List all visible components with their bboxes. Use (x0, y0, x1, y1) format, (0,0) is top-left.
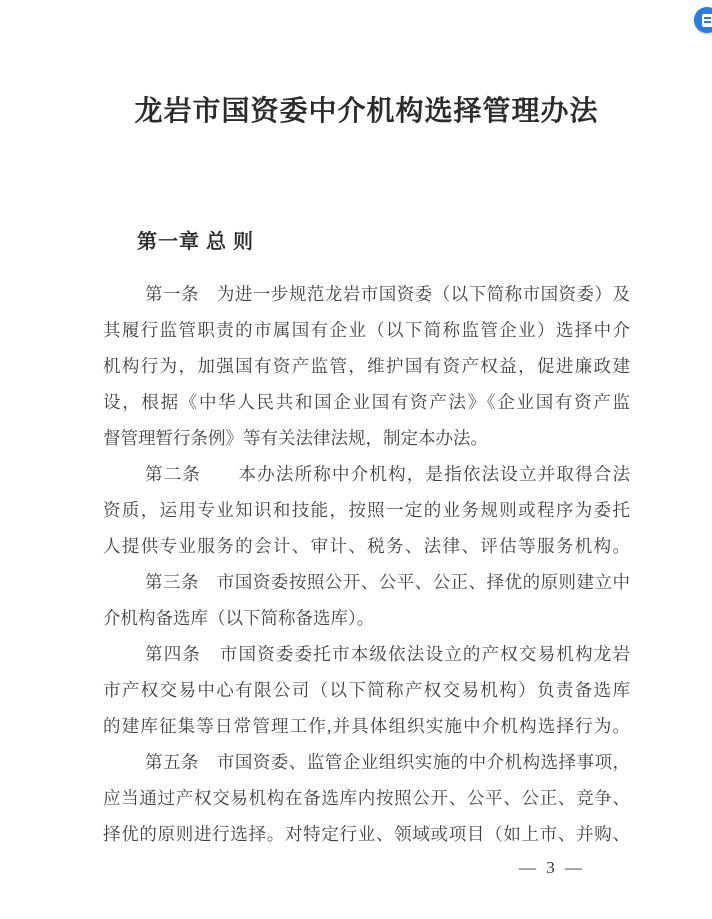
paragraph-article-4 (103, 636, 630, 744)
text-line: 介机构备选库（以下简称备选库）。 (103, 608, 375, 628)
chapter-heading: 第一章 总 则 (137, 231, 254, 253)
document-title: 龙岩市国资委中介机构选择管理办法 (134, 96, 599, 127)
text-line: 第一条 为进一步规范龙岩市国资委（以下简称市国资委）及 (145, 284, 630, 304)
body-text (103, 276, 630, 852)
text-line: 机构行为，加强国有资产监管，维护国有资产权益，促进廉政建 (103, 356, 630, 376)
text-line: 其履行监管职责的市属国有企业（以下简称监管企业）选择中介 (103, 320, 630, 340)
paragraph-article-1 (103, 276, 630, 456)
page-number: — 3 — (519, 858, 585, 877)
text-line: 择优的原则进行选择。对特定行业、领域或项目（如上市、并购、 (103, 824, 630, 844)
text-line: 设，根据《中华人民共和国企业国有资产法》《企业国有资产监 (103, 392, 630, 412)
text-line: 应当通过产权交易机构在备选库内按照公开、公平、公正、竞争、 (103, 788, 630, 808)
text-line: 市产权交易中心有限公司（以下简称产权交易机构）负责备选库 (103, 680, 630, 700)
paragraph-article-2 (103, 456, 630, 564)
text-line: 人提供专业服务的会计、审计、税务、法律、评估等服务机构。 (103, 536, 630, 556)
text-line: 资质，运用专业知识和技能，按照一定的业务规则或程序为委托 (103, 500, 630, 520)
badge-document-icon (702, 14, 712, 27)
paragraph-article-5 (103, 744, 630, 852)
paragraph-article-3 (103, 564, 630, 636)
text-line: 督管理暂行条例》等有关法律法规，制定本办法。 (103, 428, 488, 448)
text-line: 第四条 市国资委委托市本级依法设立的产权交易机构龙岩 (145, 644, 630, 664)
text-line: 的建库征集等日常管理工作,并具体组织实施中介机构选择行为。 (103, 716, 630, 736)
text-line: 第二条 本办法所称中介机构，是指依法设立并取得合法 (145, 464, 630, 484)
text-line: 第三条 市国资委按照公开、公平、公正、择优的原则建立中 (145, 572, 630, 592)
text-line: 第五条 市国资委、监管企业组织实施的中介机构选择事项， (145, 752, 630, 772)
